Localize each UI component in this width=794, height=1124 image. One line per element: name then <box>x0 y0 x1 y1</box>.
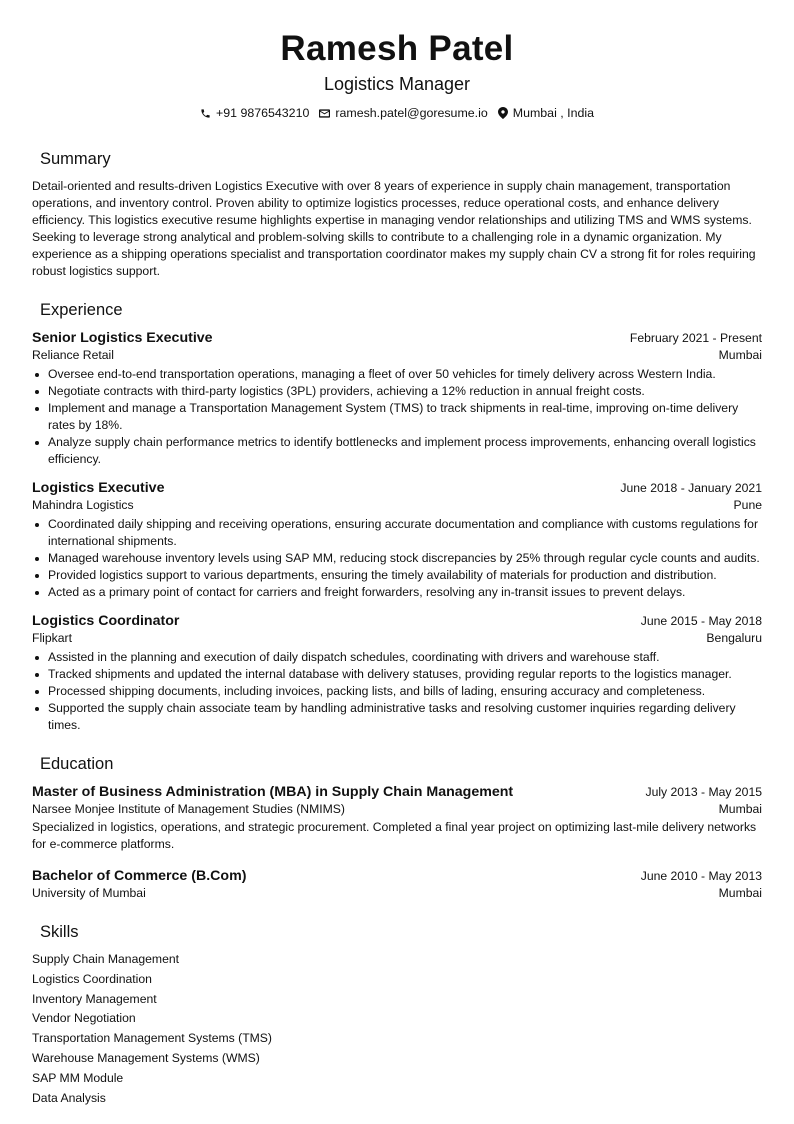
list-item: Acted as a primary point of contact for carriers and freight forwarders, resolving any in-transit issues to prevent delays. <box>32 584 762 601</box>
list-item: Implement and manage a Transportation Management System (TMS) to track shipments in real-time, improving on-time delivery rates by 18%. <box>32 400 762 434</box>
education-dates: June 2010 - May 2013 <box>640 869 762 883</box>
candidate-role: Logistics Manager <box>323 74 471 94</box>
list-item: Tracked shipments and updated the internal database with delivery statuses, providing regular reports to the logistics manager. <box>32 666 762 683</box>
summary-heading: Summary <box>40 150 111 168</box>
list-item: Provided logistics support to various departments, ensuring the timely availability of materials for production and distribution. <box>32 567 762 584</box>
job-bullets <box>32 516 762 601</box>
skill-item: Inventory Management <box>32 991 157 1006</box>
job-title: Senior Logistics Executive <box>32 330 213 346</box>
job-location: Bengaluru <box>706 631 762 645</box>
job-title: Logistics Coordinator <box>32 613 180 629</box>
education-entry <box>32 867 762 902</box>
experience-entry <box>32 479 762 601</box>
education-dates: July 2013 - May 2015 <box>645 785 762 799</box>
list-item: Negotiate contracts with third-party logistics (3PL) providers, achieving a 12% reduction in annual freight costs. <box>32 383 762 400</box>
candidate-name: Ramesh Patel <box>280 29 514 68</box>
job-location: Pune <box>733 498 762 512</box>
skill-item: SAP MM Module <box>32 1070 124 1085</box>
experience-heading: Experience <box>40 301 123 319</box>
list-item: Oversee end-to-end transportation operations, managing a fleet of over 50 vehicles for timely delivery across Western India. <box>32 366 762 383</box>
job-dates: June 2018 - January 2021 <box>620 481 762 495</box>
skill-item: Vendor Negotiation <box>32 1011 136 1026</box>
list-item: Analyze supply chain performance metrics to identify bottlenecks and implement process improvements, enhancing overall logistics efficiency. <box>32 434 762 468</box>
contact-email[interactable] <box>319 105 487 121</box>
education-entry <box>32 783 762 853</box>
summary-text: Detail-oriented and results-driven Logistics Executive with over 8 years of experience in supply chain management, transportation operations, and inventory control. Proven ability to optimize logistics processes, reduce operational costs, and enhance delivery efficiency. This logistics executive resume highlights expertise in managing vendor relationships and utilizing TMS and WMS systems. Seeking to leverage strong analytical and problem-solving skills to contribute to a challenging role in a dynamic organization. My experience as a shipping operations specialist and transportation coordinator makes my supply chain CV a strong fit for roles requiring robust logistics support. <box>32 179 756 278</box>
education-description: Specialized in logistics, operations, and strategic procurement. Completed a final year project on optimizing last-mile delivery networks for e-commerce platforms. <box>32 820 757 851</box>
email-text: ramesh.patel@goresume.io <box>335 106 488 120</box>
school-name: University of Mumbai <box>32 886 146 900</box>
skill-item: Transportation Management Systems (TMS) <box>32 1031 272 1046</box>
skill-item: Logistics Coordination <box>32 971 152 986</box>
job-location: Mumbai <box>718 348 762 362</box>
list-item: Supported the supply chain associate team by handling administrative tasks and resolving customer inquiries regarding delivery times. <box>32 700 762 734</box>
education-heading: Education <box>40 755 114 773</box>
skills-list <box>32 950 762 1108</box>
skill-item: Data Analysis <box>32 1090 106 1105</box>
skills-heading: Skills <box>40 923 79 941</box>
degree-title: Bachelor of Commerce (B.Com) <box>32 868 247 884</box>
job-dates: February 2021 - Present <box>629 331 762 345</box>
map-pin-icon <box>498 107 508 119</box>
contact-phone[interactable] <box>200 105 309 121</box>
resume-page <box>32 0 762 1108</box>
contact-location <box>498 105 594 121</box>
envelope-icon <box>319 109 330 118</box>
job-bullets <box>32 366 762 468</box>
list-item: Coordinated daily shipping and receiving operations, ensuring accurate documentation and compliance with customs regulations for international shipments. <box>32 516 762 550</box>
school-location: Mumbai <box>718 886 762 900</box>
list-item: Processed shipping documents, including invoices, packing lists, and bills of lading, ensuring accuracy and completeness. <box>32 683 762 700</box>
company-name: Flipkart <box>32 631 72 645</box>
phone-icon <box>200 108 211 119</box>
job-title: Logistics Executive <box>32 480 165 496</box>
skill-item: Warehouse Management Systems (WMS) <box>32 1050 260 1065</box>
experience-entry <box>32 329 762 468</box>
location-text: Mumbai , India <box>512 106 595 120</box>
company-name: Mahindra Logistics <box>32 498 134 512</box>
job-dates: June 2015 - May 2018 <box>640 614 762 628</box>
list-item: Assisted in the planning and execution of daily dispatch schedules, coordinating with drivers and warehouse staff. <box>32 649 762 666</box>
phone-text: +91 9876543210 <box>215 106 310 120</box>
list-item: Managed warehouse inventory levels using SAP MM, reducing stock discrepancies by 25% through regular cycle counts and audits. <box>32 550 762 567</box>
job-bullets <box>32 649 762 734</box>
experience-entry <box>32 612 762 734</box>
contact-info <box>32 105 762 121</box>
school-location: Mumbai <box>718 802 762 816</box>
degree-title: Master of Business Administration (MBA) in Supply Chain Management <box>32 784 514 800</box>
resume-header <box>32 28 762 121</box>
skill-item: Supply Chain Management <box>32 952 180 966</box>
school-name: Narsee Monjee Institute of Management Studies (NMIMS) <box>32 802 345 816</box>
company-name: Reliance Retail <box>32 348 114 362</box>
